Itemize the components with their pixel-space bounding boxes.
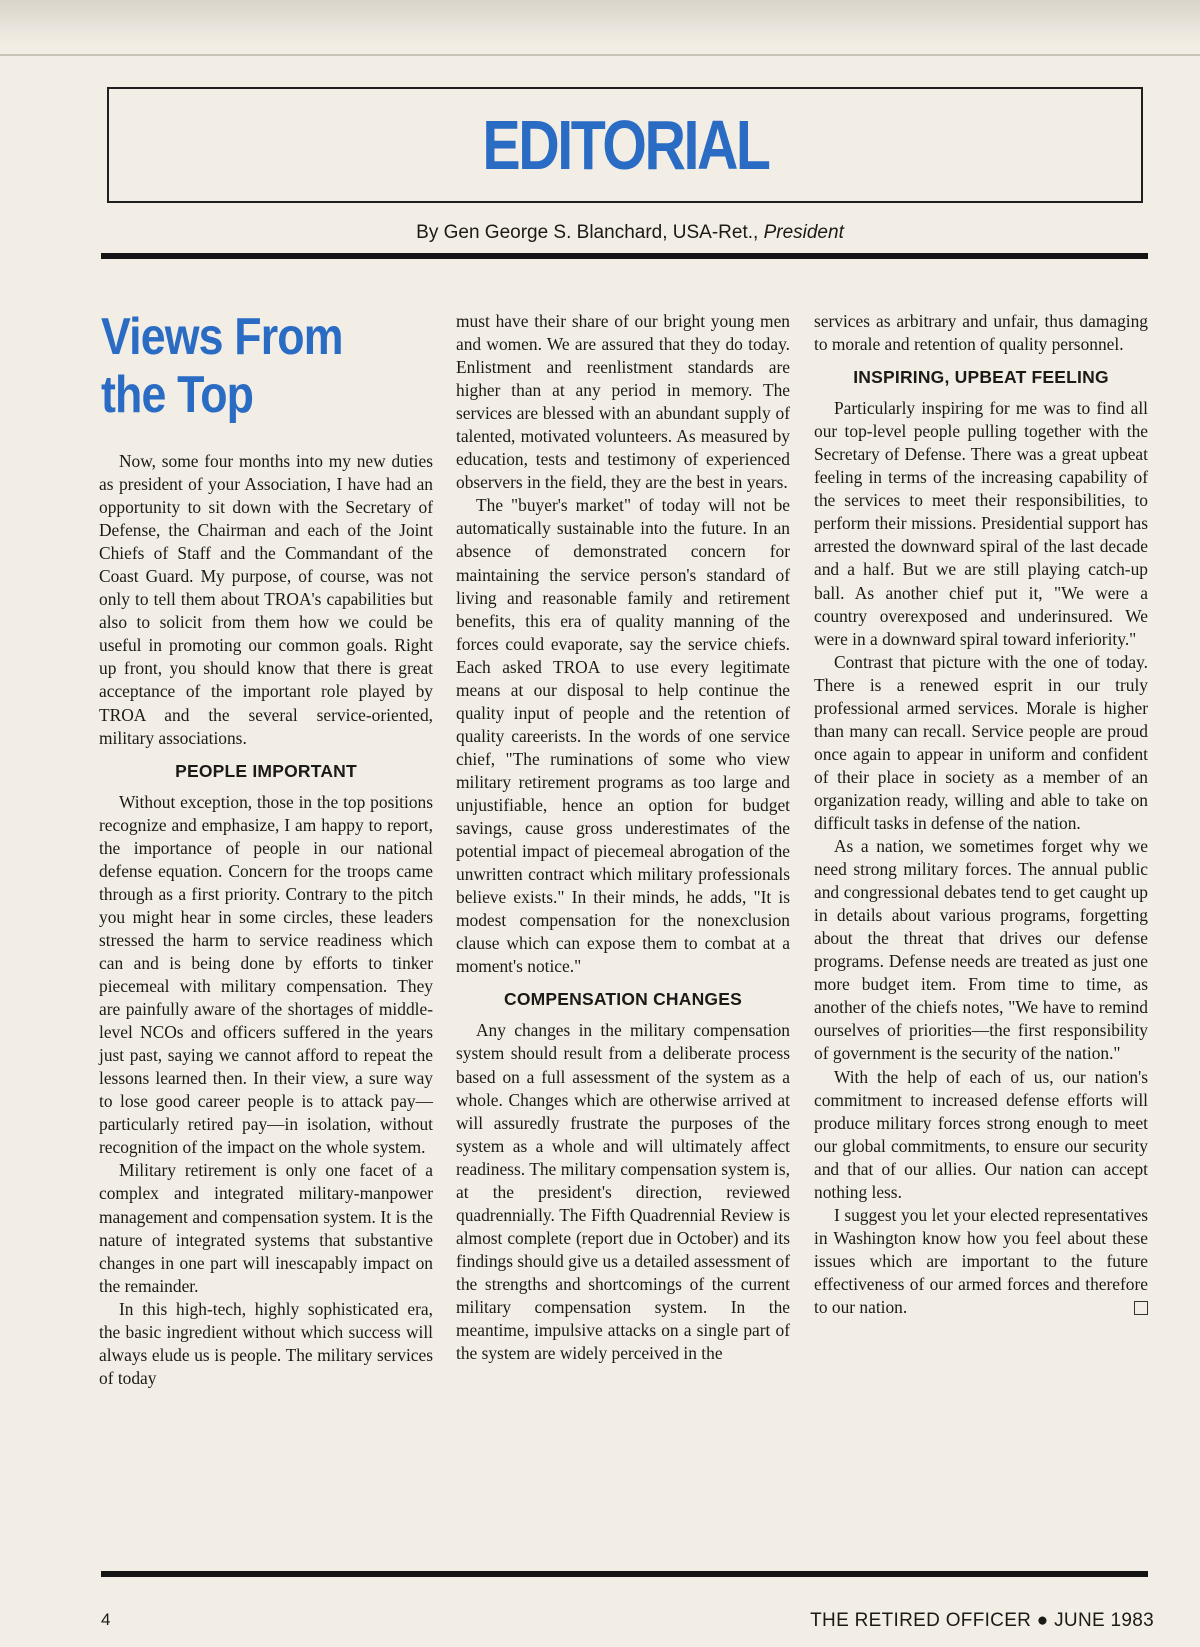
paragraph: In this high-tech, highly sophisticated era, the basic ingredient without which success will always elude us is people. The military services of today [99, 1298, 433, 1388]
byline [0, 222, 1200, 244]
masthead-box [107, 87, 1143, 203]
article-column-1 [99, 450, 433, 1390]
page-top-edge [0, 0, 1200, 48]
article-column-2 [456, 310, 790, 1365]
top-rule [101, 253, 1148, 259]
subhead: PEOPLE IMPORTANT [175, 760, 357, 781]
paragraph: Contrast that picture with the one of today. There is a renewed esprit in our truly professional armed services. Morale is higher than many can recall. Service people are proud once again to appear in uniform and confident of their place in society as a member of an organization ready, willing and able to take on difficult tasks in defense of the nation. [814, 651, 1148, 833]
paragraph: As a nation, we sometimes forget why we need strong military forces. The annual public and congressional debates tend to get caught up in details about various programs, forgetting about the threat that drives our defense programs. Defense needs are treated as just one more budget item. From time to time, as another of the chiefs notes, "We have to remind ourselves of priorities—the first responsibility of government is the security of the nation." [814, 836, 1148, 1064]
article-headline [101, 308, 343, 424]
paragraph [814, 1204, 1148, 1319]
subhead: INSPIRING, UPBEAT FEELING [853, 367, 1109, 388]
paragraph: Without exception, those in the top positions recognize and emphasize, I am happy to report, the importance of people in our national defense equation. Concern for the troops came through as a first priority. Contrary to the pitch you might hear in some circles, these leaders stressed the harm to service readiness which can and is being done by efforts to tinker piecemeal with military compensation. They are painfully aware of the shortages of middle-level NCOs and officers suffered in the years just past, saying we cannot afford to repeat the lessons learned then. In their view, a sure way to lose good career people is to attack pay—particularly retired pay—in isolation, without recognition of the impact on the whole system. [99, 791, 433, 1158]
paragraph: Particularly inspiring for me was to find all our top-level people pulling together with the Secretary of Defense. There was a great upbeat feeling in terms of the increasing capability of the services to meet their responsibilities, to perform their missions. Presidential support has arrested the downward spiral of the last decade and a half. But we are still playing catch-up ball. As another chief put it, "We were a country overexposed and underinsured. We were in a downward spiral toward inferiority." [814, 398, 1148, 649]
bottom-rule [101, 1571, 1148, 1577]
paragraph: services as arbitrary and unfair, thus damaging to morale and retention of quality personnel. [814, 311, 1148, 355]
paragraph: With the help of each of us, our nation's commitment to increased defense efforts will produce military forces strong enough to meet our global commitments, to ensure our security and that of our allies. Our nation can accept nothing less. [814, 1066, 1148, 1202]
article-column-3 [814, 310, 1148, 1319]
paragraph: must have their share of our bright young men and women. We are assured that they do today. Enlistment and reenlistment standards are higher than at any period in memory. The services are blessed with an abundant supply of talented, motivated volunteers. As measured by education, tests and testimony of experienced observers in the field, they are the best in years. [456, 311, 790, 493]
subhead: COMPENSATION CHANGES [504, 989, 742, 1010]
end-mark-icon [1134, 1301, 1148, 1315]
headline-line-2: the Top [101, 366, 254, 424]
masthead-title: EDITORIAL [481, 106, 769, 184]
publication-footer: THE RETIRED OFFICER ● JUNE 1983 [810, 1610, 1154, 1631]
paragraph: Any changes in the military compensation system should result from a deliberate process based on a full assessment of the system as a whole. Changes which are otherwise arrived at will assuredly frustrate the purposes of the system as a whole and will ultimately affect readiness. The military compensation system is, at the president's direction, reviewed quadrennially. The Fifth Quadrennial Review is almost complete (report due in October) and its findings should give us a detailed assessment of the strengths and shortcomings of the current military compensation system. In the meantime, impulsive attacks on a single part of the system are widely perceived in the [456, 1020, 790, 1364]
paragraph: The "buyer's market" of today will not be automatically sustainable into the future. In an absence of demonstrated concern for maintaining the service person's standard of living and reasonable family and retirement benefits, this era of quality manning of the forces could evaporate, say the service chiefs. Each asked TROA to use every legitimate means at our disposal to help continue the quality input of people and the retention of quality careerists. In the words of one service chief, "The ruminations of some who view military retirement programs as too large and unjustifiable, hence an option for budget savings, cause gross underestimates of the potential impact of piecemeal abrogation of the unwritten contract which military professionals believe exists." In their minds, he adds, "It is modest compensation for the nonexclusion clause which can expose them to combat at a moment's notice." [456, 495, 790, 977]
page-number: 4 [101, 1610, 111, 1629]
byline-role: President [763, 222, 844, 243]
paragraph: Military retirement is only one facet of a complex and integrated military-manpower management and compensation system. It is the nature of integrated systems that substantive changes in one part will inescapably impact on the remainder. [99, 1160, 433, 1296]
headline-line-1: Views From [101, 308, 343, 366]
paragraph: Now, some four months into my new duties as president of your Association, I have had an opportunity to sit down with the Secretary of Defense, the Chairman and each of the Joint Chiefs of Staff and the Commandant of the Coast Guard. My purpose, of course, was not only to tell them about TROA's capabilities but also to solicit from them how we could be useful in promoting our common goals. Right up front, you should know that there is great acceptance of the important role played by TROA and the several service-oriented, military associations. [99, 451, 433, 748]
byline-author: By Gen George S. Blanchard, USA-Ret., [416, 222, 764, 243]
paragraph-text: I suggest you let your elected representatives in Washington know how you feel about these issues which are important to the future effectiveness of our armed forces and therefore to our nation. [814, 1204, 1148, 1317]
page-top-line [0, 54, 1200, 56]
